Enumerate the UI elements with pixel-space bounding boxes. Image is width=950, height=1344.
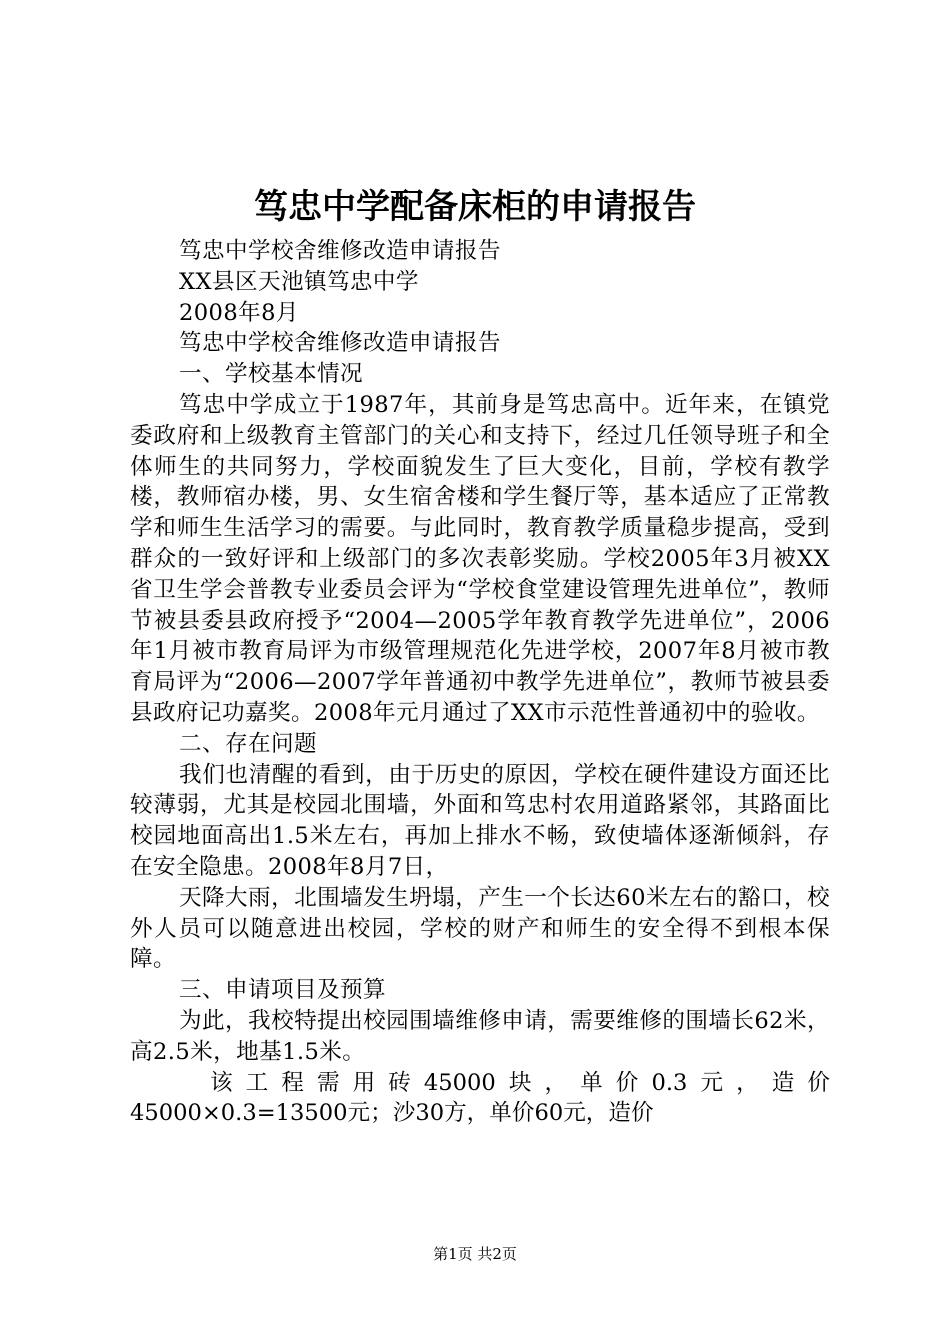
page-footer: 第1页 共2页: [433, 1245, 517, 1263]
report-heading: 笃忠中学校舍维修改造申请报告: [179, 238, 501, 264]
section-heading-problems: 二、存在问题: [179, 730, 317, 757]
paragraph-repair-request: 为此，我校特提出校园围墙维修申请，需要维修的围墙长62米，高2.5米，地基1.5米。: [130, 1007, 830, 1065]
school-name: XX县区天池镇笃忠中学: [179, 268, 419, 295]
section-heading-budget: 三、申请项目及预算: [179, 977, 386, 1004]
paragraph-budget-detail: 该工程需用砖45000块，单价0.3元，造价45000×0.3=13500元；沙30方，单价60元，造价: [130, 1069, 830, 1127]
document-title: 笃忠中学配备床柜的申请报告: [254, 187, 696, 227]
document-body: [130, 236, 830, 1129]
report-heading-repeat: 笃忠中学校舍维修改造申请报告: [179, 330, 501, 357]
section-heading-basic-info: 一、学校基本情况: [179, 361, 363, 388]
report-date: 2008年8月: [179, 299, 299, 326]
paragraph-collapse: 天降大雨，北围墙发生坍塌，产生一个长达60米左右的豁口，校外人员可以随意进出校园，学校的财产和师生的安全得不到根本保障。: [130, 884, 830, 973]
paragraph-problems: 我们也清醒的看到，由于历史的原因，学校在硬件建设方面还比较薄弱，尤其是校园北围墙，外面和笃忠村农用道路紧邻，其路面比校园地面高出1.5米左右，再加上排水不畅，致使墙体逐渐倾斜，存在安全隐患。2008年8月7日，: [130, 761, 830, 880]
paragraph-basic-info: 笃忠中学成立于1987年，其前身是笃忠高中。近年来，在镇党委政府和上级教育主管部门的关心和支持下，经过几任领导班子和全体师生的共同努力，学校面貌发生了巨大变化，目前，学校有教学楼，教师宿办楼，男、女生宿舍楼和学生餐厅等，基本适应了正常教学和师生生活学习的需要。与此同时，教育教学质量稳步提高，受到群众的一致好评和上级部门的多次表彰奖励。学校2005年3月被XX省卫生学会普教专业委员会评为“学校食堂建设管理先进单位”，教师节被县委县政府授予“2004—2005学年教育教学先进单位”，2006年1月被市教育局评为市级管理规范化先进学校，2007年8月被市教育局评为“2006—2007学年普通初中教学先进单位”，教师节被县委县政府记功嘉奖。2008年元月通过了XX市示范性普通初中的验收。: [130, 391, 830, 726]
